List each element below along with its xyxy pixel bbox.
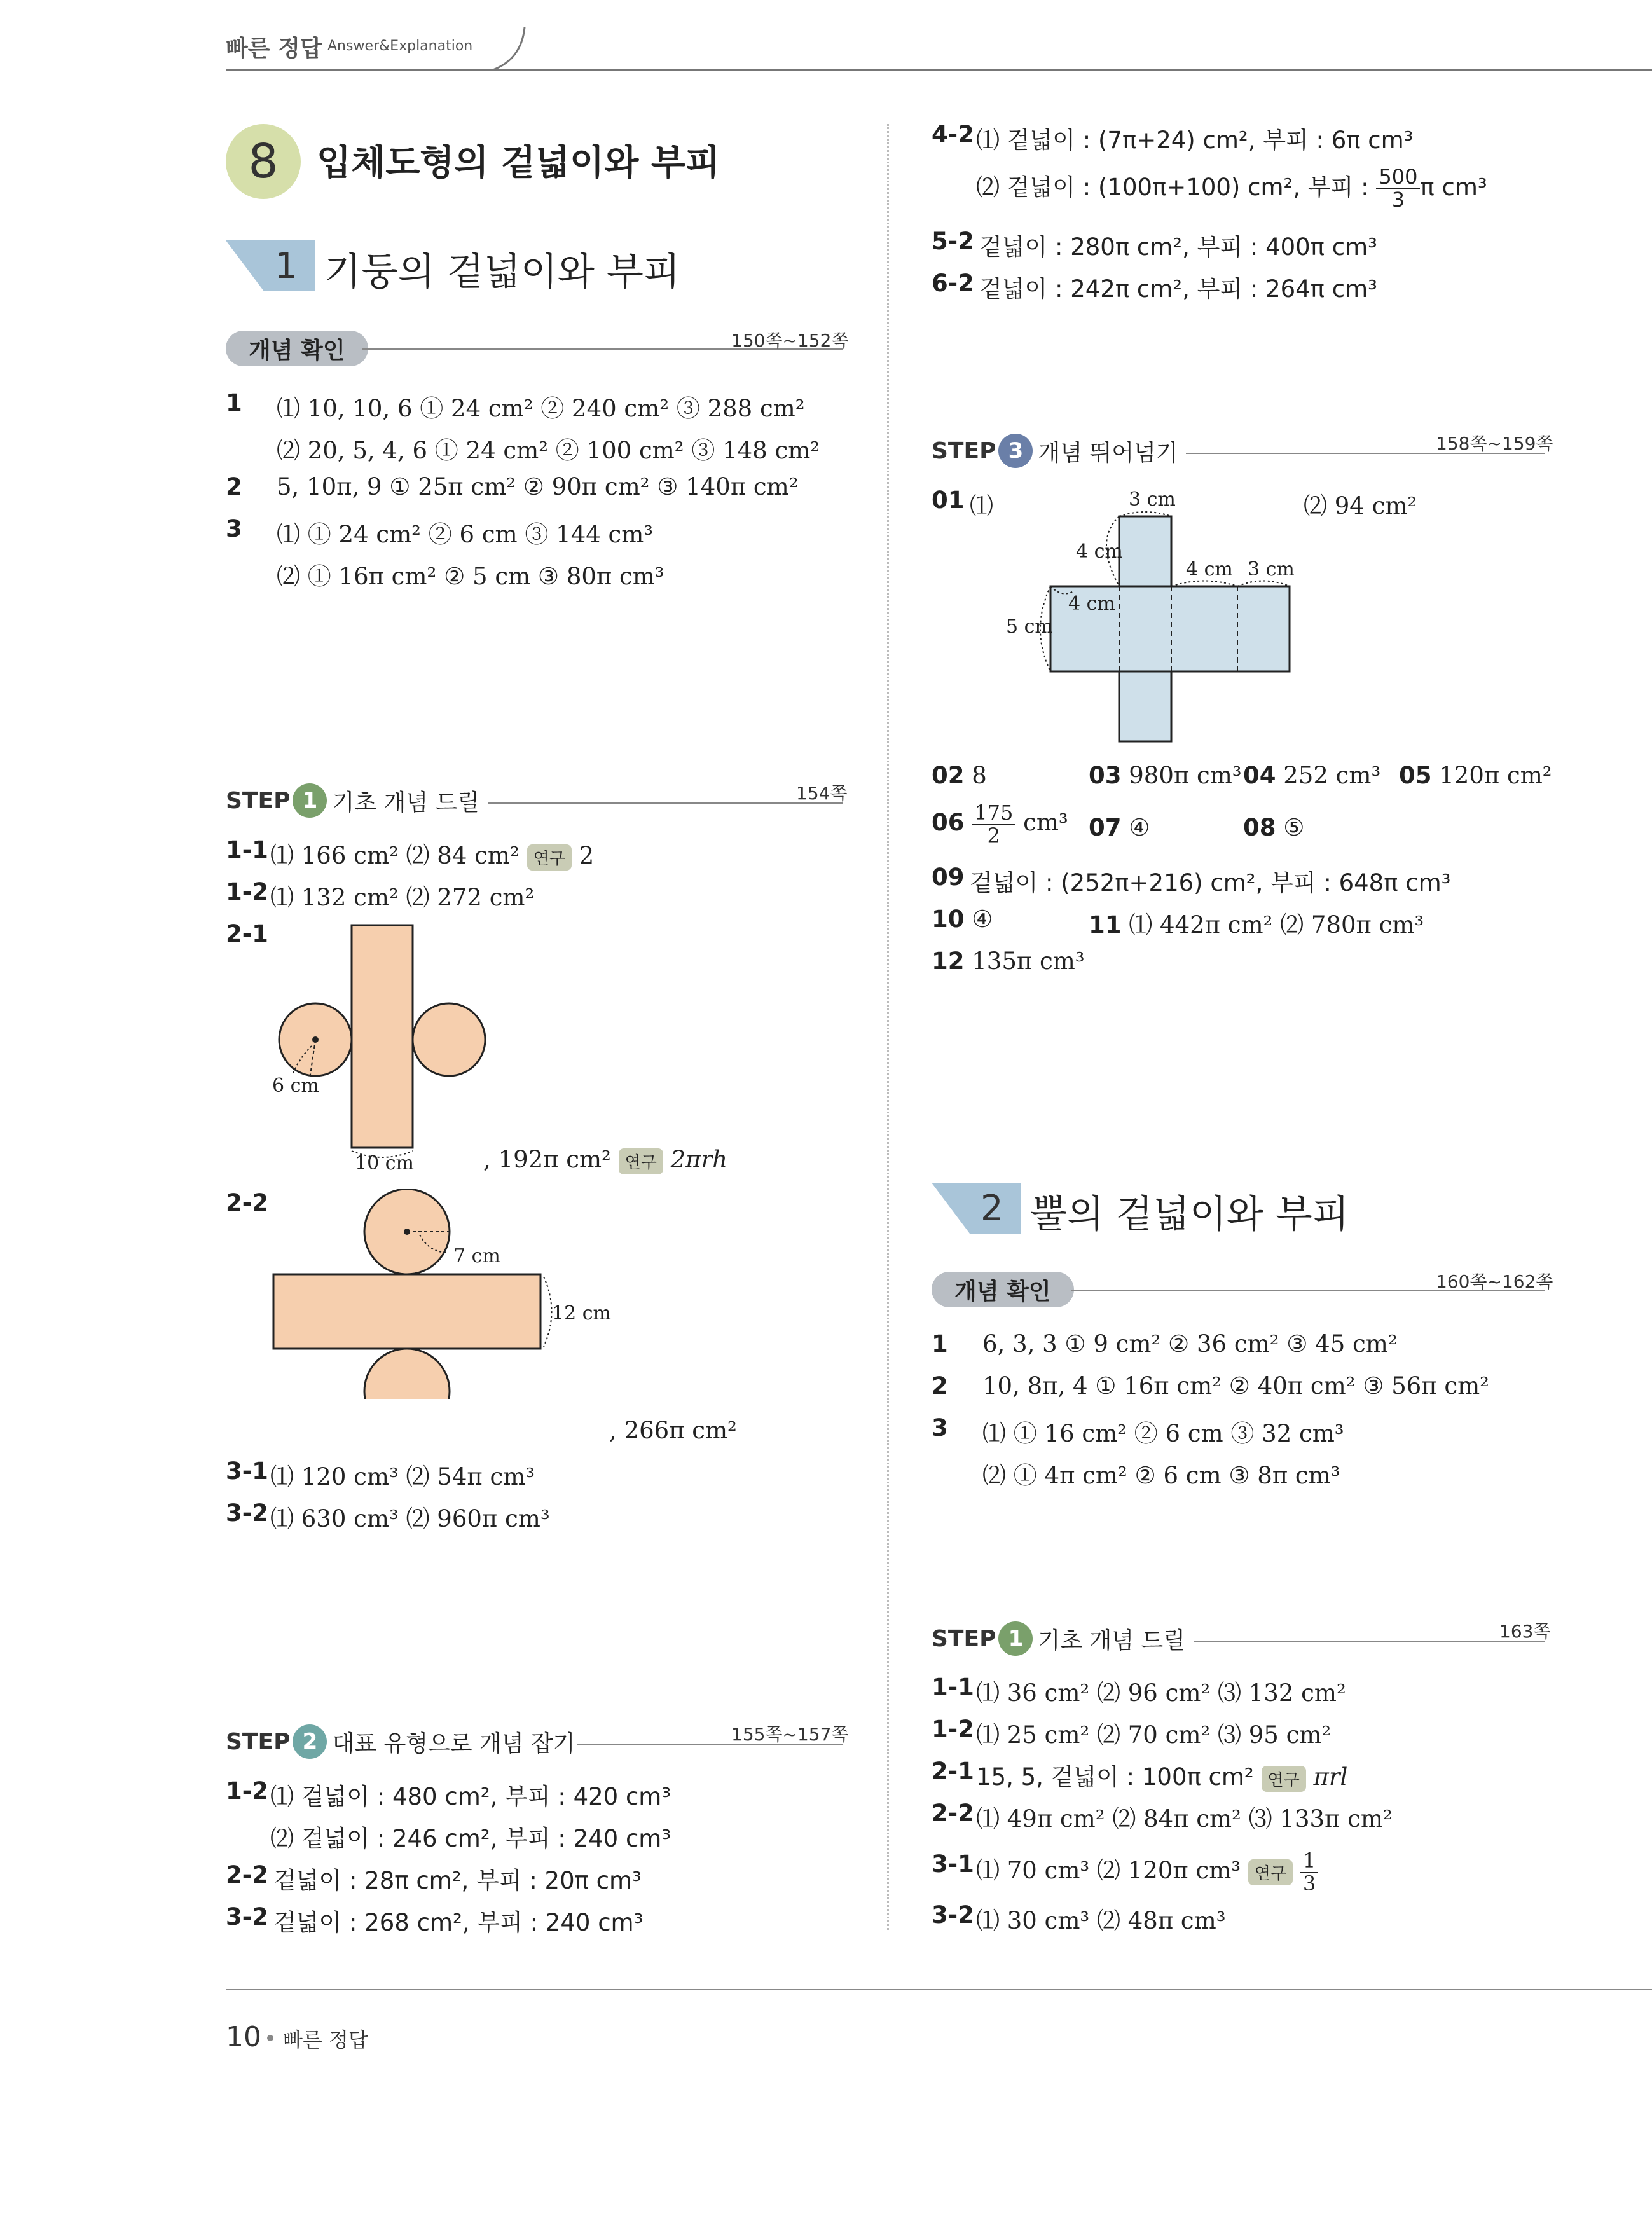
answer-line: 1 6, 3, 3 ① 9 cm² ② 36 cm² ③ 45 cm²	[932, 1330, 1398, 1358]
chapter-title: 입체도형의 겉넓이와 부피	[317, 142, 720, 184]
answer-line: 06 $\frac{175}{2}$ cm³	[932, 801, 1068, 848]
step-1-rule	[488, 802, 843, 804]
net-label: 4 cm	[1076, 540, 1123, 563]
concept-check-pill: 개념 확인	[932, 1272, 1074, 1307]
answer-line: ⑵ 94 cm²	[1304, 492, 1417, 520]
answer-line: 10 ④	[932, 905, 993, 933]
answer-line: 3 ⑴ ① 16 cm² ② 6 cm ③ 32 cm³	[932, 1414, 1344, 1447]
answer-line: 4-2 ⑴ 겉넓이 : (7π+24) cm², 부피 : 6π cm³	[932, 121, 1414, 154]
chapter-number-badge: 8	[226, 124, 301, 199]
header-rule	[226, 69, 1652, 71]
step-1-heading: STEP 1 기초 개념 드릴	[226, 783, 479, 818]
height-label: 12 cm	[552, 1302, 611, 1325]
step-2-heading: STEP 2 대표 유형으로 개념 잡기	[226, 1724, 575, 1759]
section-2-title: 뿔의 겉넓이와 부피	[1030, 1192, 1349, 1237]
section-1-banner-shape	[226, 240, 315, 291]
answer-line: 1 ⑴ 10, 10, 6 ① 24 cm² ② 240 cm² ③ 288 cm²	[226, 389, 805, 422]
step-3-heading: STEP 3 개념 뛰어넘기	[932, 434, 1178, 468]
answer-line: 3-2 겉넓이 : 268 cm², 부피 : 240 cm³	[226, 1903, 644, 1936]
answer-line: 1-2 ⑴ 132 cm² ⑵ 272 cm²	[226, 878, 535, 911]
answer-line: 1-2 ⑴ 겉넓이 : 480 cm², 부피 : 420 cm³	[226, 1777, 671, 1810]
radius-label: 6 cm	[272, 1075, 319, 1097]
radius-label: 7 cm	[453, 1245, 500, 1267]
answer-line: 5-2 겉넓이 : 280π cm², 부피 : 400π cm³	[932, 228, 1377, 261]
answer-line: 1-1 ⑴ 36 cm² ⑵ 96 cm² ⑶ 132 cm²	[932, 1674, 1346, 1707]
header-slash-decoration	[490, 24, 528, 72]
header-title: 빠른 정답	[226, 36, 322, 62]
answer-line: 05 120π cm²	[1399, 762, 1552, 789]
step-1-rule-sec2	[1194, 1641, 1545, 1642]
section-1-number: 1	[275, 245, 298, 287]
answer-line: ⑵ 20, 5, 4, 6 ① 24 cm² ② 100 cm² ③ 148 cm²	[277, 437, 820, 464]
width-label: 10 cm	[355, 1152, 414, 1174]
answer-line: 2-1 15, 5, 겉넓이 : 100π cm² 연구 πrl	[932, 1758, 1348, 1791]
answer-line: 2-2 ⑴ 49π cm² ⑵ 84π cm² ⑶ 133π cm²	[932, 1800, 1393, 1833]
answer-line: 2 5, 10π, 9 ① 25π cm² ② 90π cm² ③ 140π cm²	[226, 473, 799, 500]
answer-line: 1-1 ⑴ 166 cm² ⑵ 84 cm² 연구 2	[226, 836, 595, 869]
step-1-pages: 154쪽	[796, 783, 848, 804]
answer-line: 2-1	[226, 920, 268, 947]
section-1-title: 기둥의 겉넓이와 부피	[324, 250, 680, 294]
answer-line: 09 겉넓이 : (252π+216) cm², 부피 : 648π cm³	[932, 864, 1451, 897]
answer-line: 02 8	[932, 762, 987, 789]
answer-line: 2-2 겉넓이 : 28π cm², 부피 : 20π cm³	[226, 1861, 642, 1894]
net-label: 4 cm	[1186, 558, 1233, 581]
step-2-pages: 155쪽~157쪽	[731, 1724, 849, 1745]
answer-line: 3-1 ⑴ 70 cm³ ⑵ 120π cm³ 연구 $\frac{1}{3}$	[932, 1850, 974, 1878]
answer-line: , 266π cm²	[609, 1417, 737, 1444]
header-subtitle: Answer&Explanation	[327, 38, 473, 54]
answer-line: ⑵ 겉넓이 : (100π+100) cm², 부피 : $\frac{500}{3}$ π cm³	[976, 165, 1487, 212]
concept-pages: 160쪽~162쪽	[1436, 1271, 1553, 1292]
answer-line: 3 ⑴ ① 24 cm² ② 6 cm ③ 144 cm³	[226, 515, 654, 548]
answer-line: 07 ④	[1089, 814, 1150, 841]
answer-line: 3-2 ⑴ 630 cm³ ⑵ 960π cm³	[226, 1499, 550, 1532]
page-number: 10	[226, 2021, 261, 2053]
net-label: 3 cm	[1248, 558, 1295, 581]
step-1-heading-sec2: STEP 1 기초 개념 드릴	[932, 1621, 1185, 1656]
cylinder-net-diagram-2-1	[267, 916, 496, 1183]
footer-label: 빠른 정답	[283, 2028, 368, 2052]
concept-check-pill: 개념 확인	[226, 331, 368, 366]
answer-line: 03 980π cm³	[1089, 762, 1242, 789]
net-label: 4 cm	[1068, 593, 1115, 615]
answer-line: ⑵ ① 16π cm² ② 5 cm ③ 80π cm³	[277, 563, 664, 590]
section-2-banner-shape	[932, 1183, 1021, 1234]
section-2-number: 2	[981, 1188, 1003, 1229]
answer-line: ⑵ ① 4π cm² ② 6 cm ③ 8π cm³	[982, 1462, 1340, 1489]
answer-line: , 192π cm² 연구 2πrh	[483, 1146, 728, 1173]
answer-line: 3-1 ⑴ 120 cm³ ⑵ 54π cm³	[226, 1457, 535, 1490]
answer-line: 04 252 cm³	[1243, 762, 1381, 789]
answer-line: 12 135π cm³	[932, 947, 1085, 975]
footer-rule	[226, 1989, 1652, 1990]
column-divider	[887, 124, 889, 1930]
concept-pages: 150쪽~152쪽	[731, 330, 849, 351]
answer-line: 3-2 ⑴ 30 cm³ ⑵ 48π cm³	[932, 1901, 1226, 1934]
answer-line: 11 ⑴ 442π cm² ⑵ 780π cm³	[1089, 911, 1424, 939]
answer-line: 1-2 ⑴ 25 cm² ⑵ 70 cm² ⑶ 95 cm²	[932, 1716, 1332, 1749]
answer-line: 2 10, 8π, 4 ① 16π cm² ② 40π cm² ③ 56π cm²	[932, 1372, 1489, 1400]
cylinder-net-diagram-2-2	[267, 1189, 623, 1399]
answer-line: 6-2 겉넓이 : 242π cm², 부피 : 264π cm³	[932, 270, 1377, 303]
answer-line: 08 ⑤	[1243, 814, 1305, 841]
step-3-pages: 158쪽~159쪽	[1436, 433, 1553, 454]
answer-line: 01 ⑴	[932, 486, 993, 520]
answer-line: ⑵ 겉넓이 : 246 cm², 부피 : 240 cm³	[270, 1825, 671, 1852]
step-1-pages-sec2: 163쪽	[1499, 1621, 1551, 1642]
net-label: 5 cm	[1006, 616, 1053, 638]
answer-line: 2-2	[226, 1189, 268, 1216]
footer-dot-icon	[267, 2035, 273, 2041]
net-label: 3 cm	[1129, 488, 1176, 511]
